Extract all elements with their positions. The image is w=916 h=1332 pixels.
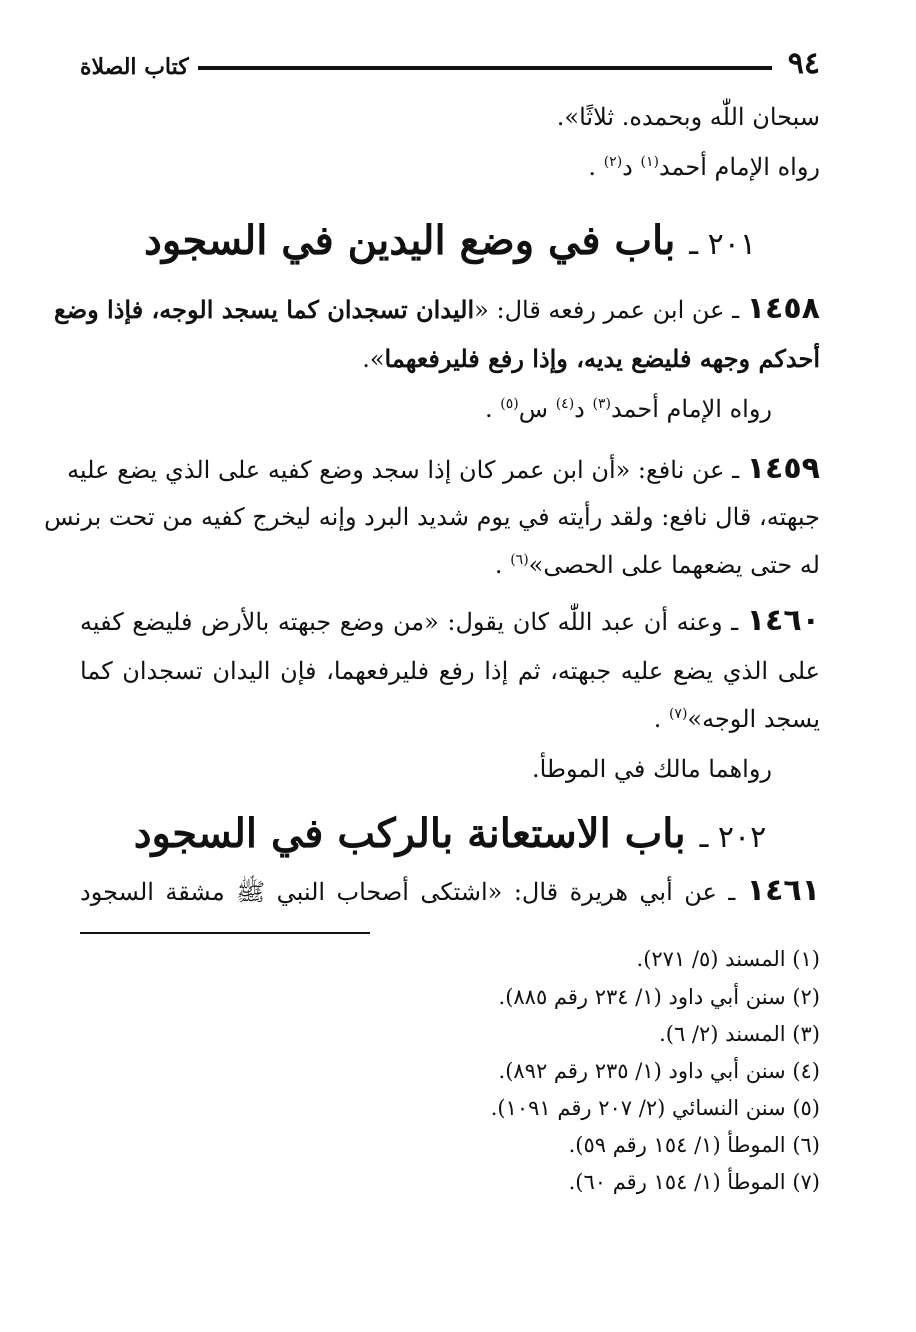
header-rule bbox=[198, 66, 772, 70]
hadith-line: ١٤٥٩ ـ عن نافع: «أن ابن عمر كان إذا سجد وضع كفيه على الذي يضع عليه bbox=[67, 451, 820, 486]
footnote-ref[interactable]: (١) bbox=[640, 154, 659, 170]
page-number: ٩٤ bbox=[787, 46, 820, 81]
hadith-number: ١٤٥٩ bbox=[746, 451, 820, 486]
hadith-line: جبهته، قال نافع: ولقد رأيته في يوم شديد البرد وإنه ليخرج كفيه من تحت برنس bbox=[44, 503, 820, 531]
footnote: (٤) سنن أبي داود (١/ ٢٣٥ رقم ٨٩٢). bbox=[498, 1059, 820, 1083]
footnote-ref[interactable]: (٦) bbox=[510, 552, 529, 568]
footnote: (١) المسند (٥/ ٢٧١). bbox=[636, 947, 820, 971]
narration-line: رواهما مالك في الموطأ. bbox=[531, 755, 772, 783]
text-line: سبحان اللّٰه وبحمده. ثلاثًا». bbox=[556, 103, 820, 131]
hadith-number: ١٤٦١ bbox=[746, 873, 821, 908]
hadith-line: يسجد الوجه»$^{(٧)}$ . bbox=[653, 705, 820, 733]
hadith-number: ١٤٥٨ bbox=[746, 291, 820, 326]
hadith-line: ١٤٦١ ـ عن أبي هريرة قال: «اشتكى أصحاب النبي ﷺ مشقة السجود bbox=[80, 873, 821, 908]
footnote-separator bbox=[80, 932, 370, 934]
narration-line: رواه الإمام أحمد$^{(٣)}$ د$^{(٤)}$ س$^{(٥)}$ . bbox=[485, 395, 772, 423]
footnote: (٣) المسند (٢/ ٦). bbox=[659, 1022, 820, 1046]
footnote-ref[interactable]: (٢) bbox=[603, 154, 623, 170]
hadith-line: له حتى يضعهما على الحصى»$^{(٦)}$ . bbox=[494, 551, 820, 579]
footnote-ref[interactable]: (٥) bbox=[500, 396, 519, 412]
hadith-line: على الذي يضع عليه جبهته، ثم إذا رفع فليرفعهما، فإن اليدان تسجدان كما bbox=[80, 657, 820, 685]
page-header bbox=[80, 46, 820, 90]
hadith-line: ١٤٥٨ ـ عن ابن عمر رفعه قال: «اليدان تسجدان كما يسجد الوجه، فإذا وضع bbox=[53, 291, 820, 326]
footnote-ref[interactable]: (٧) bbox=[668, 706, 688, 722]
footnote: (٦) الموطأ (١/ ١٥٤ رقم ٥٩). bbox=[568, 1133, 820, 1157]
book-title: كتاب الصلاة bbox=[80, 54, 189, 80]
book-page bbox=[44, 0, 821, 1332]
footnote: (٧) الموطأ (١/ ١٥٤ رقم ٦٠). bbox=[568, 1170, 820, 1194]
footnote: (٢) سنن أبي داود (١/ ٢٣٤ رقم ٨٨٥). bbox=[498, 985, 820, 1009]
hadith-line: أحدكم وجهه فليضع يديه، وإذا رفع فليرفعهما». bbox=[362, 344, 820, 373]
chapter-heading: ٢٠٢ ـ باب الاستعانة بالركب في السجود bbox=[133, 810, 767, 857]
footnote: (٥) سنن النسائي (٢/ ٢٠٧ رقم ١٠٩١). bbox=[490, 1096, 820, 1120]
footnote-ref[interactable]: (٤) bbox=[555, 396, 575, 412]
text-line: رواه الإمام أحمد$^{(١)}$ د$^{(٢)}$ . bbox=[588, 153, 820, 181]
chapter-heading: ٢٠١ ـ باب في وضع اليدين في السجود bbox=[144, 217, 756, 264]
footnote-ref[interactable]: (٣) bbox=[592, 396, 611, 412]
hadith-number: ١٤٦٠ bbox=[746, 603, 820, 638]
hadith-line: ١٤٦٠ ـ وعنه أن عبد اللّٰه كان يقول: «من وضع جبهته بالأرض فليضع كفيه bbox=[80, 603, 820, 638]
